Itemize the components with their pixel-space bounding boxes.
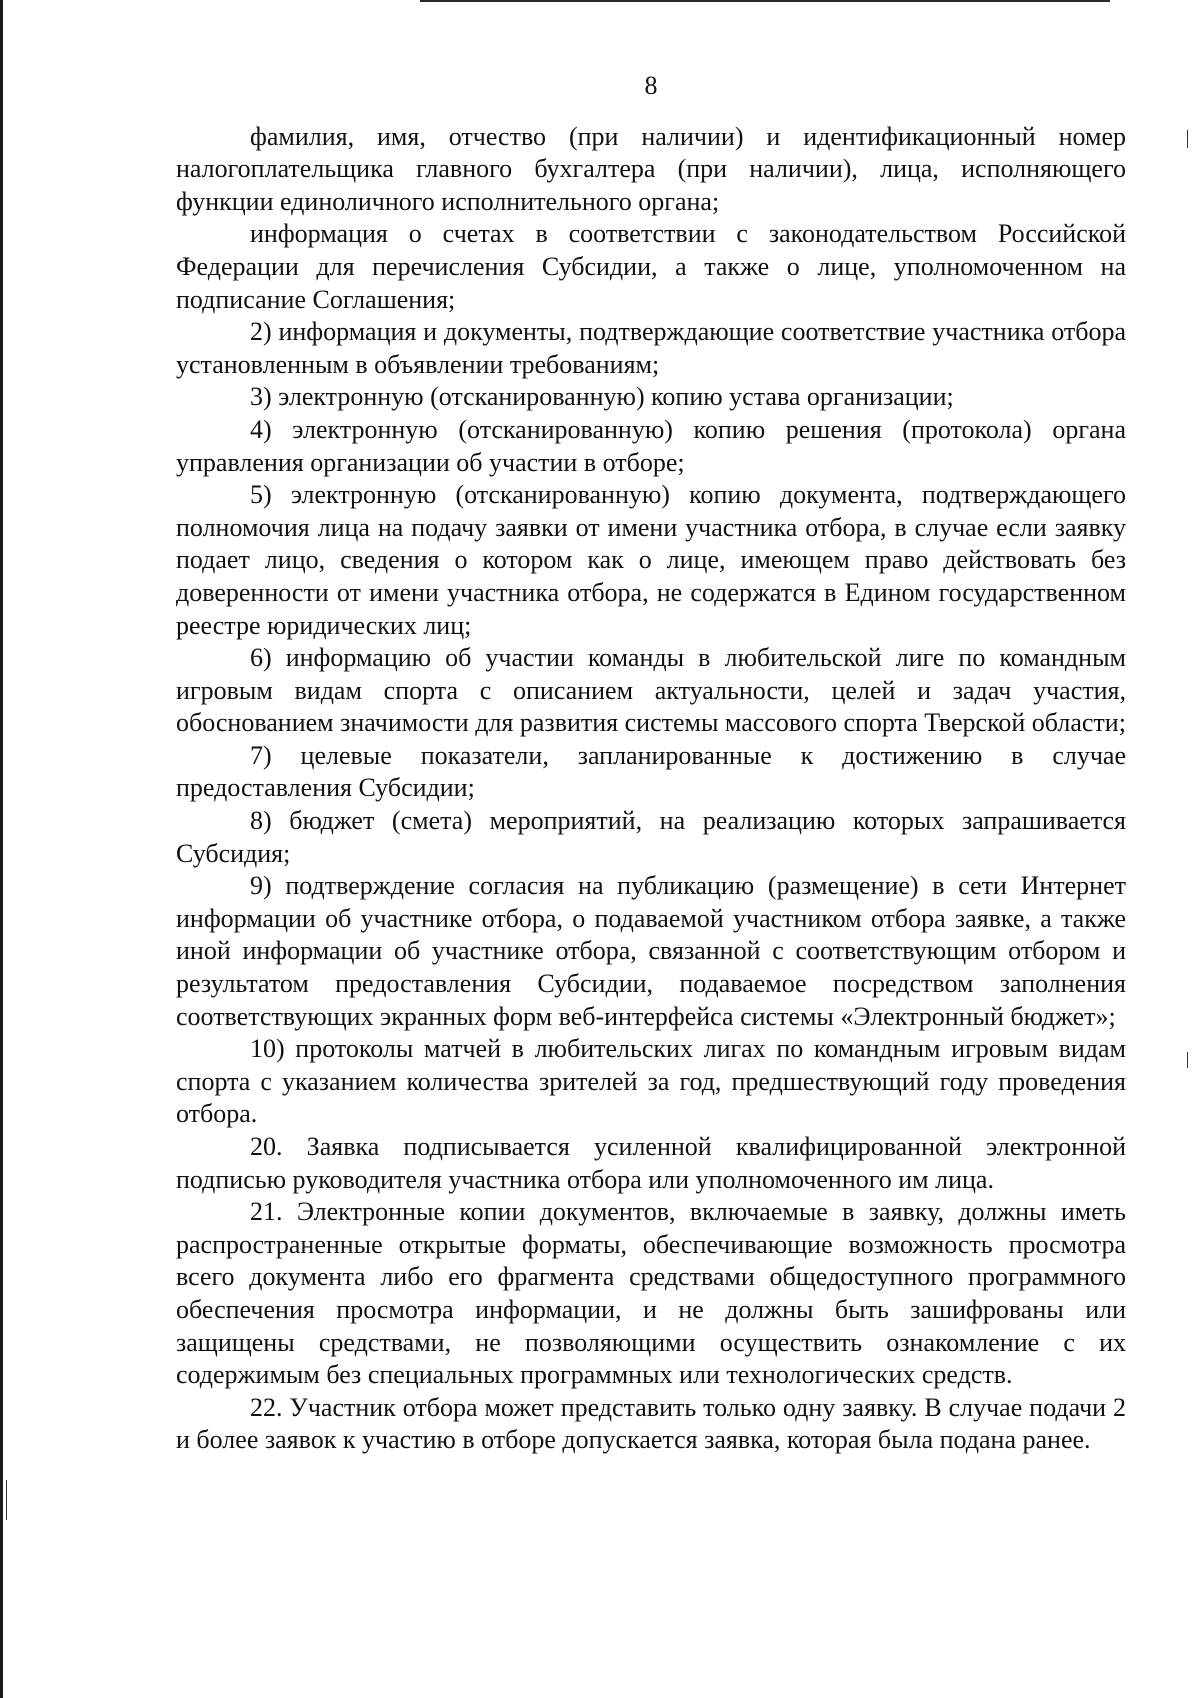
paragraph-accounts-info: информация о счетах в соответствии с законодательством Российской Федерации для перечисления Субсидии, а также о лице, уполномоченном на подписание Соглашения; (176, 219, 1126, 314)
paragraph-item-9: 9) подтверждение согласия на публикацию (размещение) в сети Интернет информации об участнике отбора, о подаваемой участником отбора заявке, а также иной информации об участнике отбора, связанной с соответствующим отбором и результатом предоставления Субсидии, подаваемое посредством заполнения соответствующих экранных форм веб-интерфейса системы «Электронный бюджет»; (176, 871, 1126, 1031)
paragraph-item-2: 2) информация и документы, подтверждающие соответствие участника отбора установленным в объявлении требованиям; (176, 317, 1126, 379)
paragraph-item-8: 8) бюджет (смета) мероприятий, на реализацию которых запрашивается Субсидия; (176, 806, 1126, 868)
scan-border-top (420, 0, 1110, 2)
scan-mark (6, 1480, 7, 1520)
document-body (176, 121, 1126, 1457)
paragraph-item-5: 5) электронную (отсканированную) копию документа, подтверждающего полномочия лица на подачу заявки от имени участника отбора, в случае если заявку подает лицо, сведения о котором как о лице, имеющем право действовать без доверенности от имени участника отбора, не содержатся в Едином государственном реестре юридических лиц; (176, 480, 1126, 640)
paragraph-item-4: 4) электронную (отсканированную) копию решения (протокола) органа управления организации об участии в отборе; (176, 414, 1126, 477)
scan-border-left (0, 0, 3, 1698)
page-number: 8 (644, 71, 658, 100)
scan-mark (1187, 130, 1188, 148)
scan-mark (1187, 1052, 1188, 1068)
paragraph-item-10: 10) протоколы матчей в любительских лигах по командным игровым видам спорта с указанием количества зрителей за год, предшествующий году проведения отбора. (176, 1034, 1126, 1129)
paragraph-section-22: 22. Участник отбора может представить только одну заявку. В случае подачи 2 и более заявок к участию в отборе допускается заявка, которая была подана ранее. (176, 1392, 1126, 1455)
paragraph-chief-accountant: фамилия, имя, отчество (при наличии) и идентификационный номер налогоплательщика главного бухгалтера (при наличии), лица, исполняющего функции единоличного исполнительного органа; (176, 121, 1126, 216)
paragraph-section-20: 20. Заявка подписывается усиленной квалифицированной электронной подписью руководителя участника отбора или уполномоченного им лица. (176, 1132, 1126, 1194)
paragraph-item-6: 6) информацию об участии команды в любительской лиге по командным игровым видам спорта с описанием актуальности, целей и задач участия, обоснованием значимости для развития системы массового спорта Тверской области; (176, 643, 1126, 738)
paragraph-section-21: 21. Электронные копии документов, включаемые в заявку, должны иметь распространенные открытые форматы, обеспечивающие возможность просмотра всего документа либо его фрагмента средствами общедоступного программного обеспечения просмотра информации, и не должны быть зашифрованы или защищены средствами, не позволяющими осуществить ознакомление с их содержимым без специальных программных или технологических средств. (176, 1197, 1126, 1390)
paragraph-item-3: 3) электронную (отсканированную) копию устава организации; (250, 382, 954, 412)
document-page (176, 70, 1126, 1457)
paragraph-item-7: 7) целевые показатели, запланированные к достижению в случае предоставления Субсидии; (176, 740, 1126, 803)
